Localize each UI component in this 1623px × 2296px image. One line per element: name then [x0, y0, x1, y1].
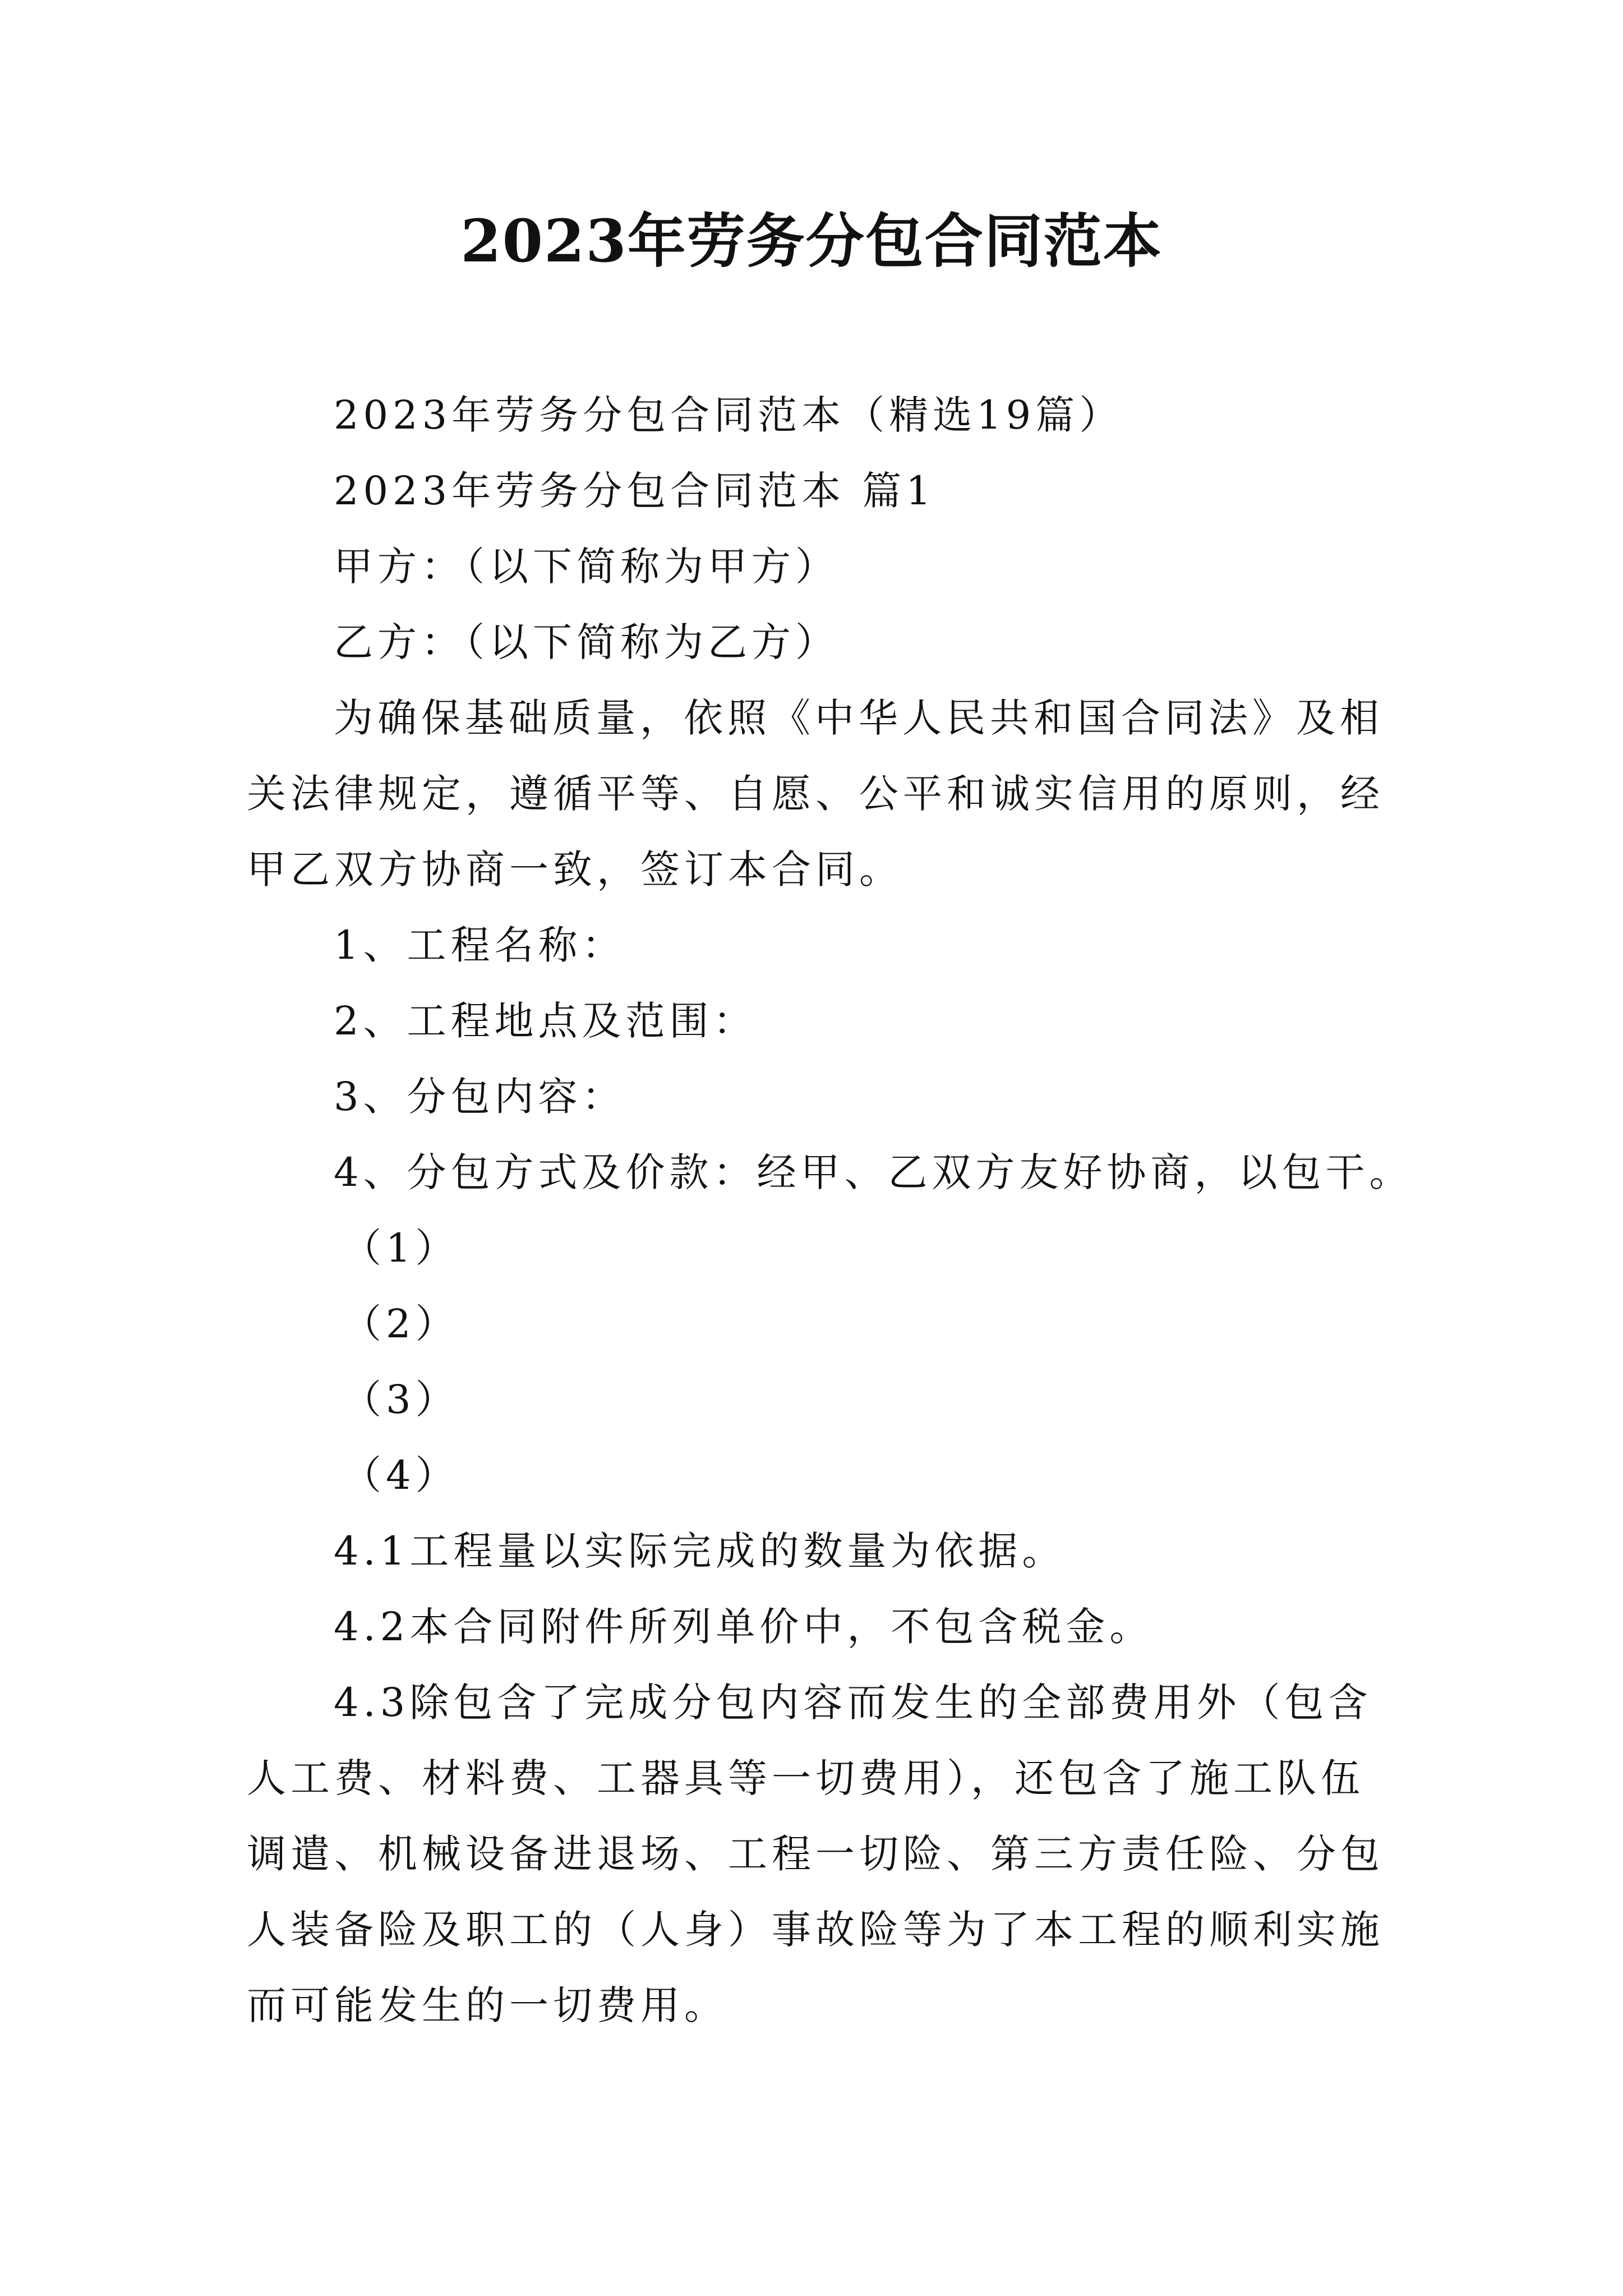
list-item: （1） — [342, 1225, 459, 1271]
clause-4-3-line: 调遣、机械设备进退场、工程一切险、第三方责任险、分包 — [247, 1831, 1384, 1877]
clause-1: 1、工程名称： — [334, 922, 626, 968]
clause-4-3-line: 人工费、材料费、工器具等一切费用），还包含了施工队伍 — [247, 1755, 1364, 1801]
list-item: （3） — [342, 1377, 459, 1423]
preamble-line: 为确保基础质量，依照《中华人民共和国合同法》及相 — [334, 695, 1384, 741]
clause-2: 2、工程地点及范围： — [334, 998, 757, 1044]
clause-4-1: 4.1工程量以实际完成的数量为依据。 — [334, 1528, 1066, 1574]
section-heading: 2023年劳务分包合同范本 篇1 — [334, 468, 935, 514]
party-a-line: 甲方：（以下简称为甲方） — [334, 544, 839, 590]
clause-4-3-line: 而可能发生的一切费用。 — [247, 1982, 728, 2028]
clause-4: 4、分包方式及价款：经甲、乙双方友好协商，以包干。 — [334, 1149, 1413, 1195]
preamble-line: 关法律规定，遵循平等、自愿、公平和诚实信用的原则，经 — [247, 771, 1384, 817]
document-title: 2023年劳务分包合同范本 — [460, 206, 1163, 275]
clause-4-3-line: 4.3除包含了完成分包内容而发生的全部费用外（包含 — [334, 1680, 1372, 1726]
clause-3: 3、分包内容： — [334, 1074, 626, 1120]
list-item: （2） — [342, 1301, 459, 1347]
clause-4-2: 4.2本合同附件所列单价中，不包含税金。 — [334, 1604, 1154, 1650]
document-subtitle: 2023年劳务分包合同范本（精选19篇） — [334, 392, 1123, 438]
clause-4-3-line: 人装备险及职工的（人身）事故险等为了本工程的顺利实施 — [247, 1907, 1384, 1953]
party-b-line: 乙方：（以下简称为乙方） — [334, 619, 839, 665]
preamble-line: 甲乙双方协商一致，签订本合同。 — [247, 846, 903, 892]
list-item: （4） — [342, 1452, 459, 1498]
